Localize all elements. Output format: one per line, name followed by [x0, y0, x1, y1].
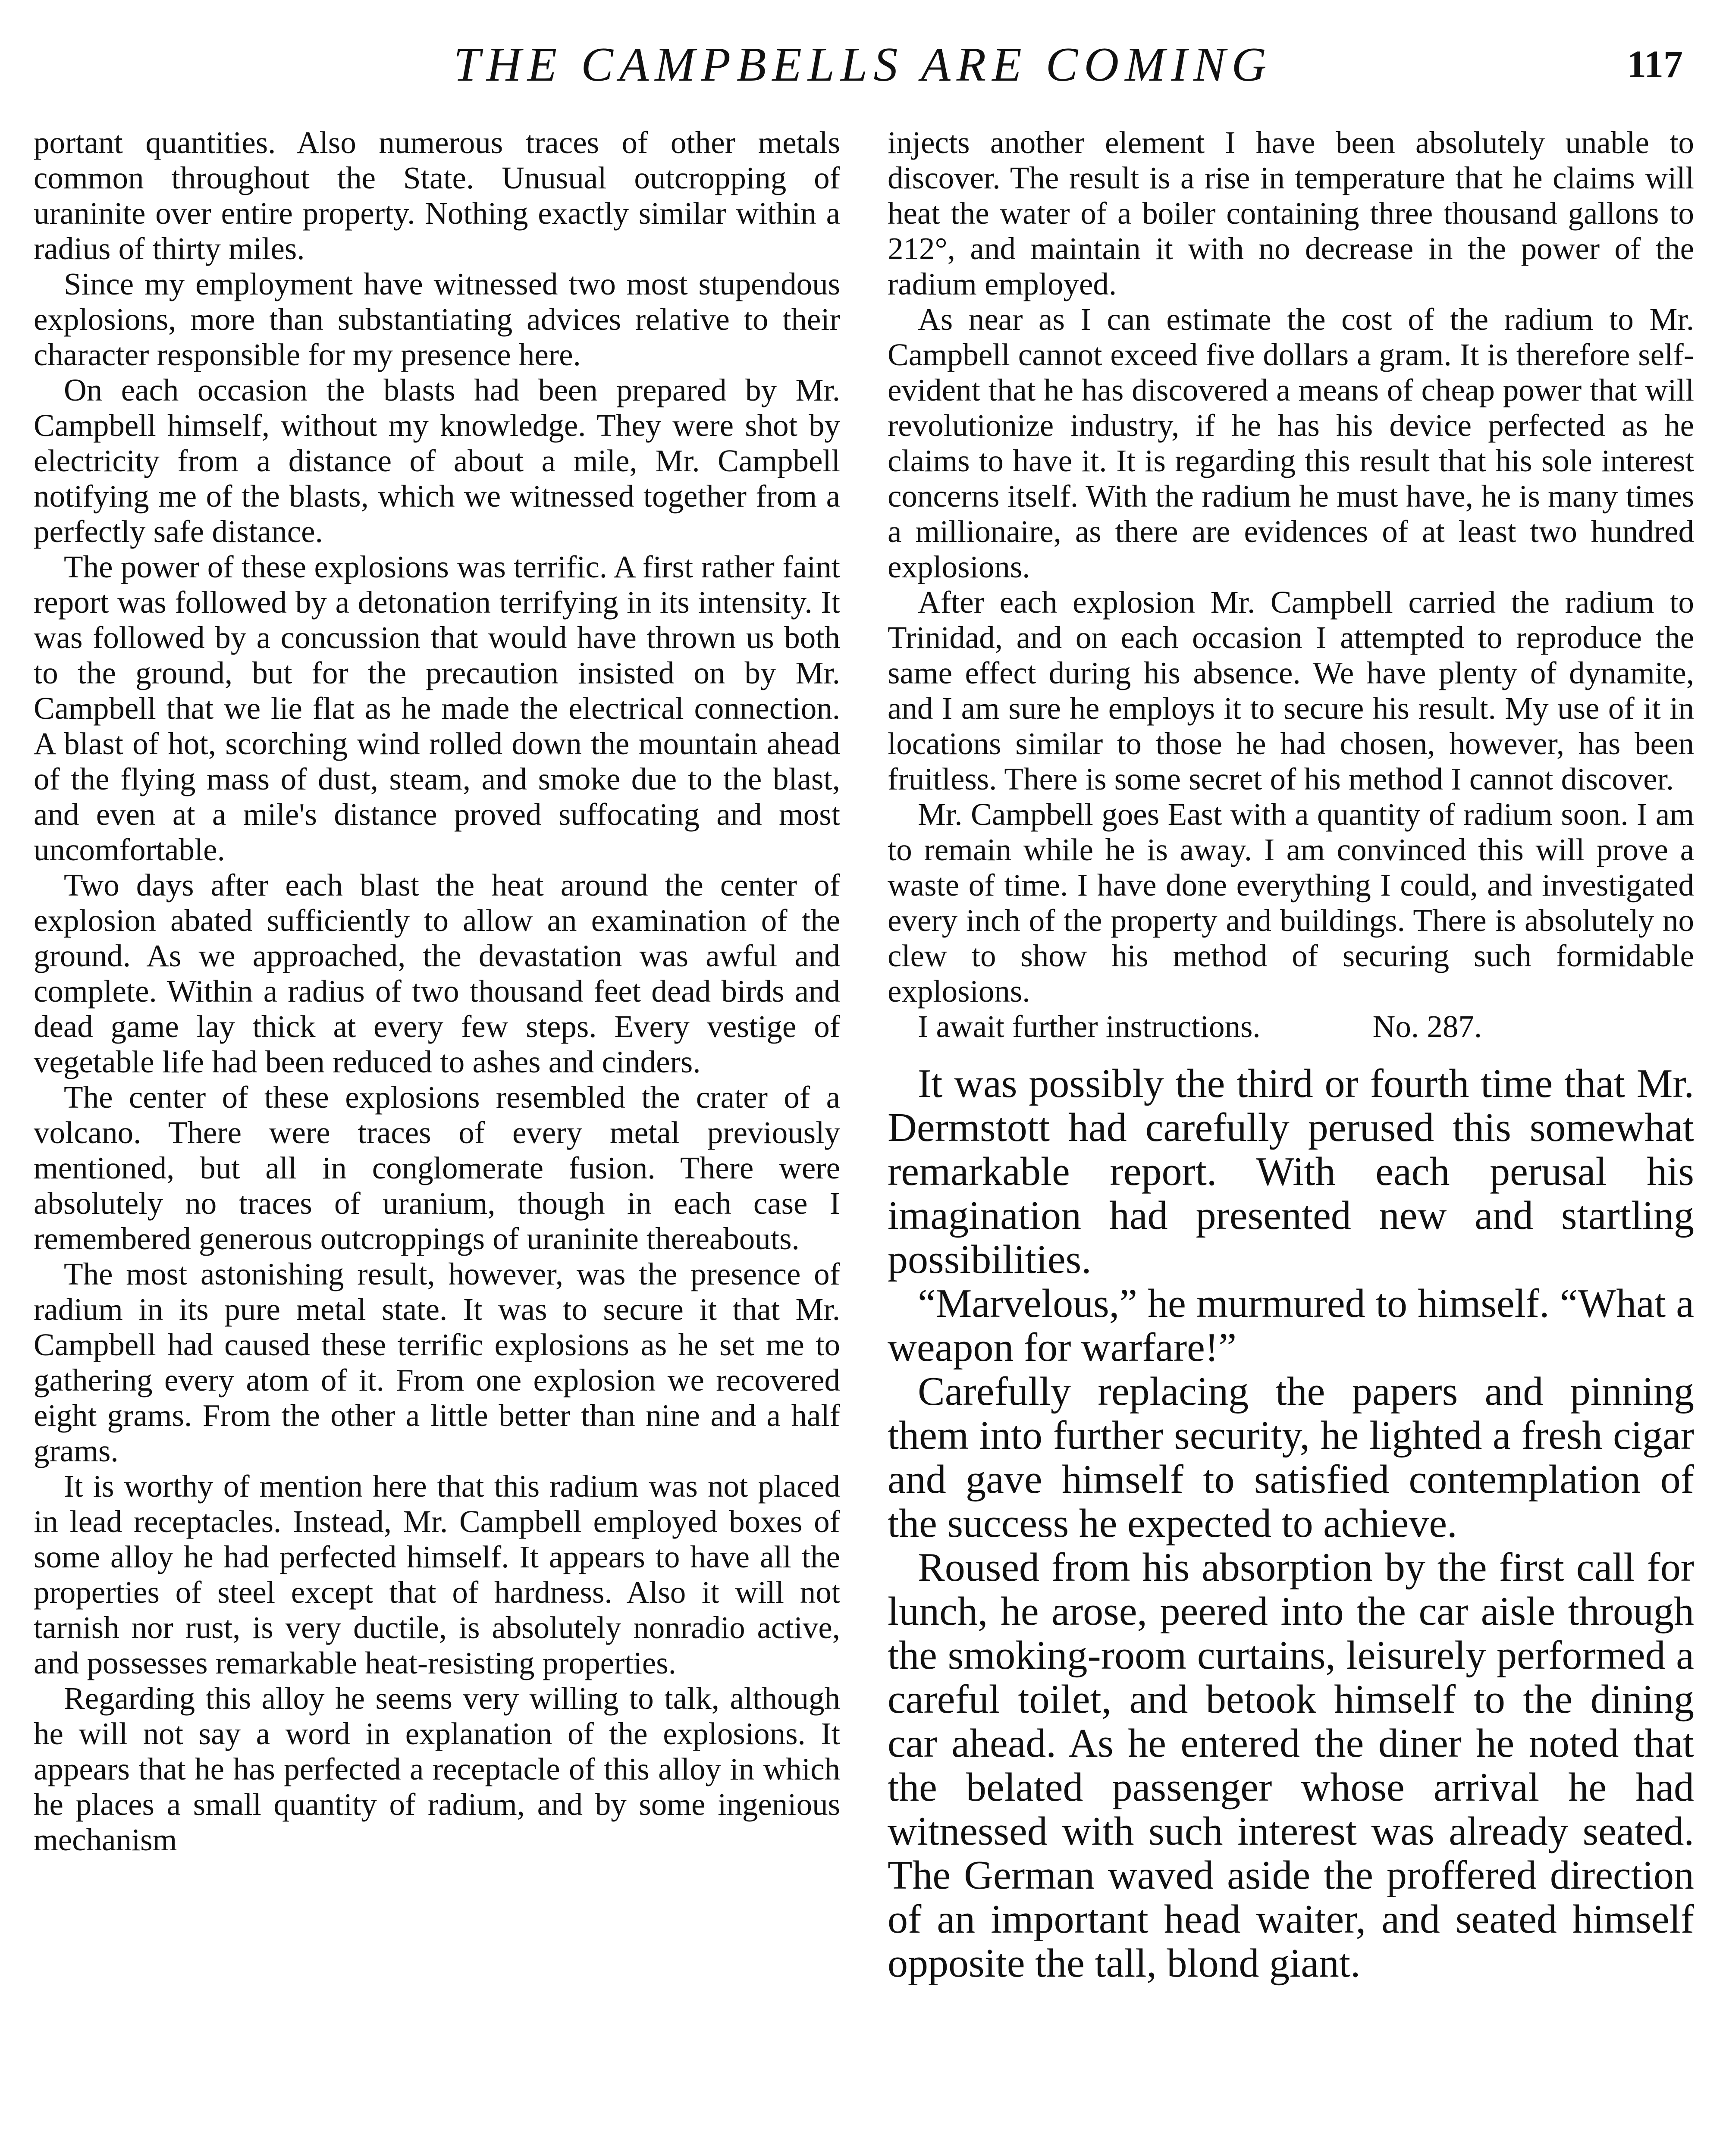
signoff-number: No. 287.: [1372, 1009, 1482, 1044]
right-column: [888, 125, 1694, 1985]
paragraph: portant quantities. Also numerous traces of other metals common throughout the State. Unusual outcropping of uraninite over entire property. Nothing exactly similar within a radius of thirty miles.: [34, 125, 840, 266]
paragraph: It was possibly the third or fourth time that Mr. Dermstott had carefully perused this somewhat remarkable report. With each perusal his imagination had presented new and startling possibilities.: [888, 1061, 1694, 1282]
paragraph: Regarding this alloy he seems very willing to talk, although he will not say a word in explanation of the explosions. It appears that he has perfected a receptacle of this alloy in which he places a small quantity of radium, and by some ingenious mechanism: [34, 1681, 840, 1857]
paragraph: injects another element I have been absolutely unable to discover. The result is a rise in temperature that he claims will heat the water of a boiler containing three thousand gallons to 212°, and maintain it with no decrease in the power of the radium employed.: [888, 125, 1694, 301]
paragraph: As near as I can estimate the cost of the radium to Mr. Campbell cannot exceed five dollars a gram. It is therefore self-evident that he has discovered a means of cheap power that will revolutionize industry, if he has his device perfected as he claims to have it. It is regarding this result that his sole interest concerns itself. With the radium he must have, he is many times a millionaire, as there are evidences of at least two hundred explosions.: [888, 302, 1694, 584]
paragraph: Mr. Campbell goes East with a quantity of radium soon. I am to remain while he is away. I am convinced this will prove a waste of time. I have done everything I could, and investigated every inch of the property and buildings. There is absolutely no clew to show his method of securing such formidable explosions.: [888, 797, 1694, 1009]
paragraph: After each explosion Mr. Campbell carried the radium to Trinidad, and on each occasion I attempted to reproduce the same effect during his absence. We have plenty of dynamite, and I am sure he employs it to secure his result. My use of it in locations similar to those he had chosen, however, has been fruitless. There is some secret of his method I cannot discover.: [888, 585, 1694, 796]
paragraph: “Marvelous,” he murmured to himself. “What a weapon for warfare!”: [888, 1281, 1694, 1370]
report-signoff: [888, 1009, 1694, 1044]
running-title: THE CAMPBELLS ARE COMING: [453, 38, 1273, 91]
paragraph: On each occasion the blasts had been prepared by Mr. Campbell himself, without my knowledge. They were shot by electricity from a distance of about a mile, Mr. Campbell notifying me of the blasts, which we witnessed together from a perfectly safe distance.: [34, 373, 840, 549]
paragraph: Carefully replacing the papers and pinning them into further security, he lighted a fresh cigar and gave himself to satisfied contemplation of the success he expected to achieve.: [888, 1369, 1694, 1546]
paragraph: Two days after each blast the heat around the center of explosion abated sufficiently to allow an examination of the ground. As we approached, the devastation was awful and complete. Within a radius of two thousand feet dead birds and dead game lay thick at every few steps. Every vestige of vegetable life had been reduced to ashes and cinders.: [34, 868, 840, 1079]
paragraph: The center of these explosions resembled the crater of a volcano. There were traces of every metal previously mentioned, but all in conglomerate fusion. There were absolutely no traces of uranium, though in each case I remembered generous outcroppings of uraninite thereabouts.: [34, 1080, 840, 1256]
paragraph: Since my employment have witnessed two most stupendous explosions, more than substantiating advices relative to their character responsible for my presence here.: [34, 266, 840, 372]
paragraph: The power of these explosions was terrific. A first rather faint report was followed by a detonation terrifying in its intensity. It was followed by a concussion that would have thrown us both to the ground, but for the precaution insisted on by Mr. Campbell that we lie flat as he made the electrical connection. A blast of hot, scorching wind rolled down the mountain ahead of the flying mass of dust, steam, and smoke due to the blast, and even at a mile's distance proved suffocating and most uncomfortable.: [34, 549, 840, 867]
story-section: [888, 1062, 1694, 1985]
signoff-text: I await further instructions.: [918, 1009, 1261, 1044]
paragraph: It is worthy of mention here that this radium was not placed in lead receptacles. Instead, Mr. Campbell employed boxes of some alloy he had perfected himself. It appears to have all the properties of steel except that of hardness. Also it will not tarnish nor rust, is very ductile, is absolutely nonradio active, and possesses remarkable heat-resisting properties.: [34, 1469, 840, 1680]
paragraph: The most astonishing result, however, was the presence of radium in its pure metal state. It was to secure it that Mr. Campbell had caused these terrific explosions as he set me to gathering every atom of it. From one explosion we recovered eight grams. From the other a little better than nine and a half grams.: [34, 1257, 840, 1468]
page-number: 117: [1626, 43, 1683, 86]
paragraph: Roused from his absorption by the first call for lunch, he arose, peered into the car aisle through the smoking-room curtains, leisurely performed a careful toilet, and betook himself to the dining car ahead. As he entered the diner he noted that the belated passenger whose arrival he had witnessed with such interest was already seated. The German waved aside the proffered direction of an important head waiter, and seated himself opposite the tall, blond giant.: [888, 1545, 1694, 1986]
page-header: [35, 30, 1691, 99]
left-column: [34, 125, 840, 1858]
report-section: [888, 125, 1694, 1044]
